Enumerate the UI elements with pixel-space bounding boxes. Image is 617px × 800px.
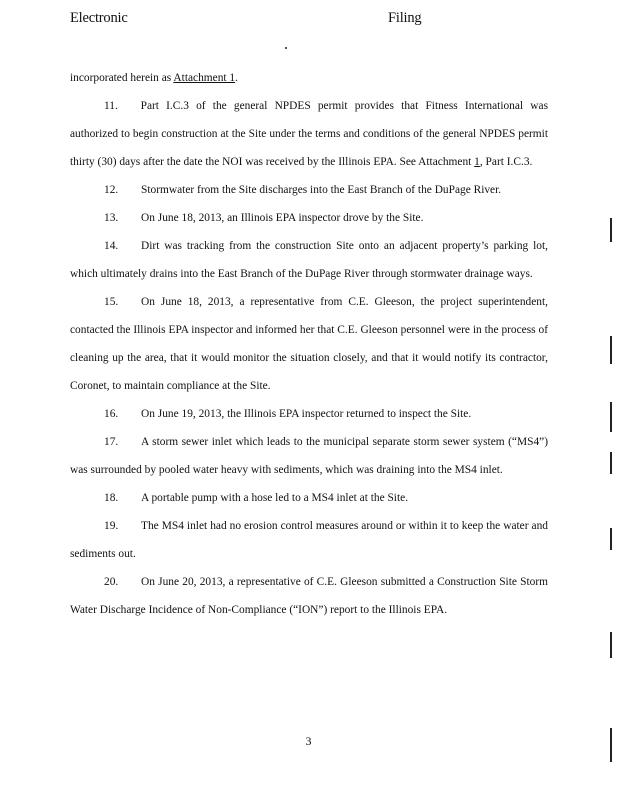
paragraph-continuation: incorporated herein as Attachment 1. [70,72,238,84]
paragraph-number: 14. [104,240,119,252]
page-number: 3 [305,734,312,748]
paragraph-19: 19. The MS4 inlet had no erosion control measures around or within it to keep the water and sediments out. [70,520,548,560]
attachment-link: Attachment 1 [173,72,236,84]
paragraph-number: 11. [104,100,118,112]
revision-bar [610,218,612,242]
revision-bar [610,528,612,550]
paragraph-11: 11. Part I.C.3 of the general NPDES permit provides that Fitness International was authorized to begin construction at the Site under the terms and conditions of the general NPDES permit thirty (30) days after the date the NOI was received by the Illinois EPA. See Attachment 1, Part I.C.3. [70,100,548,168]
paragraph-number: 15. [104,296,119,308]
revision-bar [610,728,612,762]
paragraph-20: 20. On June 20, 2013, a representative of C.E. Gleeson submitted a Construction Site Storm Water Discharge Incidence of Non-Compliance (“ION”) report to the Illinois EPA. [70,576,548,616]
paragraph-14: 14. Dirt was tracking from the construction Site onto an adjacent property’s parking lot, which ultimately drains into the East Branch of the DuPage River through stormwater drainage ways. [70,240,548,280]
paragraph-number: 20. [104,576,119,588]
paragraph-number: 18. [104,492,119,504]
revision-bar [610,632,612,658]
paragraph-13: 13. On June 18, 2013, an Illinois EPA inspector drove by the Site. [104,212,424,224]
paragraph-number: 13. [104,212,119,224]
document-body [70,64,548,624]
revision-bar [610,402,612,432]
paragraph-17: 17. A storm sewer inlet which leads to the municipal separate storm sewer system (“MS4”) was surrounded by pooled water heavy with sediments, which was draining into the MS4 inlet. [70,436,548,476]
paragraph-number: 16. [104,408,119,420]
paragraph-15: 15. On June 18, 2013, a representative from C.E. Gleeson, the project superintendent, contacted the Illinois EPA inspector and informed her that C.E. Gleeson personnel were in the process of cleaning up the area, that it would monitor the situation closely, and that it would notify its contractor, Coronet, to maintain compliance at the Site. [70,296,548,392]
paragraph-number: 17. [104,436,119,448]
header-left: Electronic [70,10,128,26]
paragraph-18: 18. A portable pump with a hose led to a MS4 inlet at the Site. [104,492,409,504]
paragraph-number: 12. [104,184,119,196]
scan-speck [285,47,287,49]
header-right: Filing [388,10,422,26]
paragraph-12: 12. Stormwater from the Site discharges into the East Branch of the DuPage River. [104,184,502,196]
revision-bar [610,336,612,364]
paragraph-16: 16. On June 19, 2013, the Illinois EPA inspector returned to inspect the Site. [104,408,472,420]
paragraph-number: 19. [104,520,119,532]
attachment-link: 1 [474,156,480,168]
revision-bar [610,452,612,474]
